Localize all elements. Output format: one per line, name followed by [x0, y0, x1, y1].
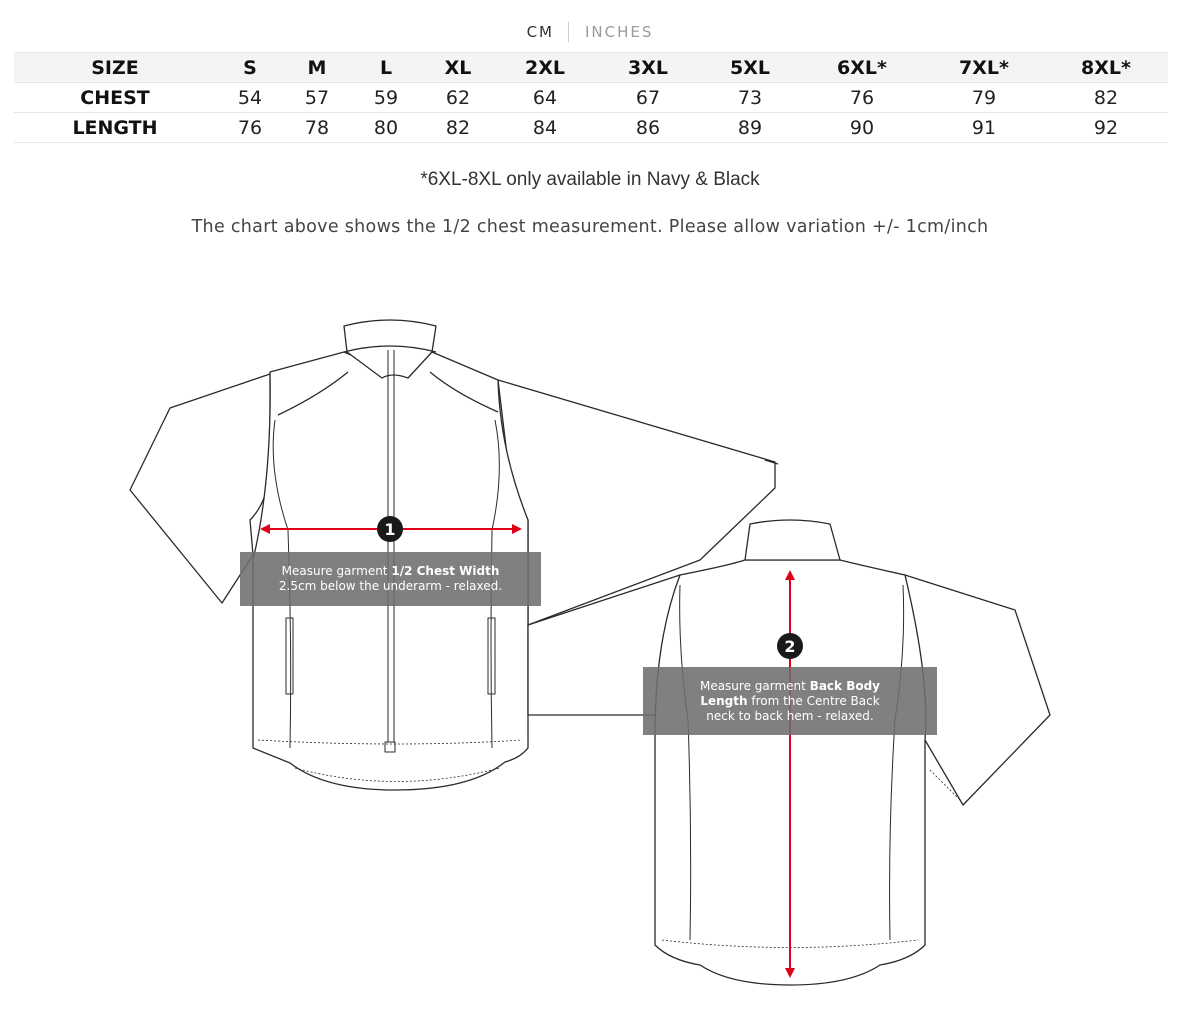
- marker-1-label: 1: [384, 520, 396, 539]
- header-cell: 6XL*: [800, 53, 924, 83]
- unit-inches-tab[interactable]: INCHES: [585, 23, 654, 41]
- table-cell: 89: [700, 113, 800, 143]
- table-cell: 78: [284, 113, 350, 143]
- table-cell: 54: [216, 83, 284, 113]
- back-callout-bold2: Length: [700, 693, 748, 708]
- header-cell: SIZE: [14, 53, 216, 83]
- table-cell: 90: [800, 113, 924, 143]
- table-cell: 92: [1044, 113, 1168, 143]
- back-callout-line2: [643, 694, 937, 709]
- header-cell: 5XL: [700, 53, 800, 83]
- back-callout-line3: neck to back hem - relaxed.: [706, 708, 874, 723]
- table-cell: 82: [1044, 83, 1168, 113]
- table-cell: 79: [924, 83, 1044, 113]
- row-label: CHEST: [14, 83, 216, 113]
- table-cell: 84: [494, 113, 596, 143]
- table-cell: 86: [596, 113, 700, 143]
- row-label: LENGTH: [14, 113, 216, 143]
- table-cell: 62: [422, 83, 494, 113]
- chest-callout: [240, 552, 541, 606]
- chest-callout-line1: [240, 564, 541, 579]
- header-cell: 8XL*: [1044, 53, 1168, 83]
- table-cell: 73: [700, 83, 800, 113]
- table-cell: 76: [800, 83, 924, 113]
- marker-2-label: 2: [784, 637, 796, 656]
- back-length-callout: [643, 667, 937, 735]
- chest-callout-line2: 2.5cm below the underarm - relaxed.: [278, 579, 503, 593]
- back-callout-line1: [643, 679, 937, 694]
- table-cell: 59: [350, 83, 422, 113]
- table-cell: 80: [350, 113, 422, 143]
- back-collar: [745, 520, 840, 560]
- header-cell: XL: [422, 53, 494, 83]
- table-cell: 76: [216, 113, 284, 143]
- table-cell: 91: [924, 113, 1044, 143]
- header-cell: 7XL*: [924, 53, 1044, 83]
- header-cell: 2XL: [494, 53, 596, 83]
- header-cell: S: [216, 53, 284, 83]
- table-cell: 57: [284, 83, 350, 113]
- back-callout-bold1: Back Body: [809, 678, 881, 693]
- chest-callout-bold: 1/2 Chest Width: [391, 564, 500, 578]
- table-cell: 64: [494, 83, 596, 113]
- chest-callout-pre: Measure garment: [281, 564, 392, 578]
- header-cell: 3XL: [596, 53, 700, 83]
- header-cell: M: [284, 53, 350, 83]
- back-callout-line2rest: from the Centre Back: [747, 693, 880, 708]
- measurement-note: The chart above shows the 1/2 chest measurement. Please allow variation +/- 1cm/inch: [191, 217, 989, 237]
- header-cell: L: [350, 53, 422, 83]
- availability-note: *6XL-8XL only available in Navy & Black: [420, 169, 760, 190]
- table-cell: 82: [422, 113, 494, 143]
- unit-cm-tab[interactable]: CM: [526, 23, 554, 41]
- back-callout-pre: Measure garment: [699, 678, 810, 693]
- table-cell: 67: [596, 83, 700, 113]
